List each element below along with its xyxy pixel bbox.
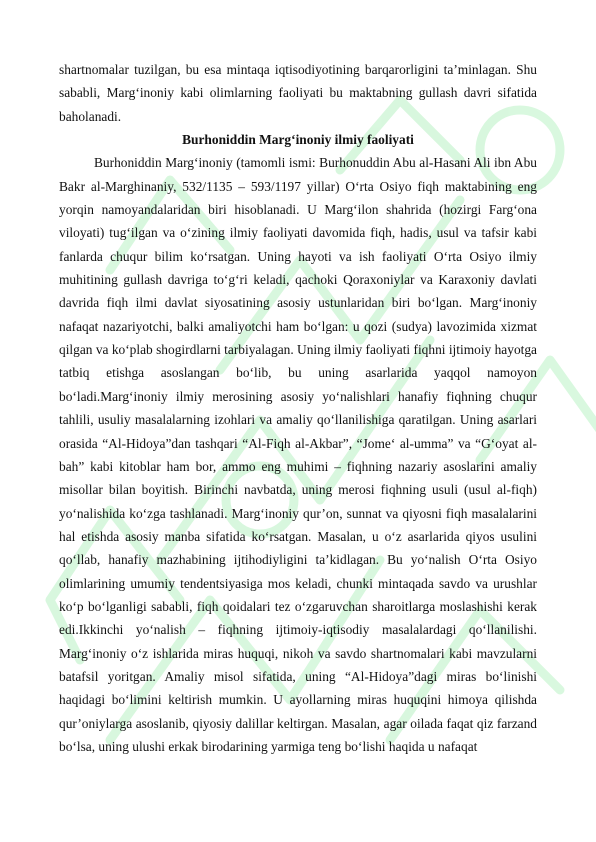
body-paragraph: Burhoniddin Marg‘inoniy (tamomli ismi: Burhonuddin Abu al-Hasani Ali ibn Abu Bakr al-Marghinaniy, 532/1135 – 593/1197 yillar) O‘rta Osiyo fiqh maktabining eng yorqin namoyandalaridan biri hisoblanadi. U Marg‘ilon shahrida (hozirgi Farg‘ona viloyati) tug‘ilgan va o‘zining ilmiy faoliyati davomida fiqh, hadis, usul va tafsir kabi fanlarda chuqur bilim ko‘rsatgan. Uning hayoti va ish faoliyati O‘rta Osiyo ilmiy muhitining gullash davriga to‘g‘ri keladi, qachoki Qoraxoniylar va Karaxoniy davlati davrida fiqh ilmi davlat siyosatining asosiy ustunlaridan biri bo‘lgan. Marg‘inoniy nafaqat nazariyotchi, balki amaliyotchi ham bo‘lgan: u qozi (sudya) lavozimida xizmat qilgan va ko‘plab shogirdlarni tarbiyalagan. Uning ilmiy faoliyati fiqhni ijtimoiy hayotga tatbiq etishga asoslangan bo‘lib, bu uning asarlarida yaqqol namoyon bo‘ladi.Marg‘inoniy ilmiy merosining asosiy yo‘nalishlari hanafiy fiqhning chuqur tahlili, usuliy masalalarning izohlari va amaliy qo‘llanilishiga qaratilgan. Uning asarlari orasida “Al-Hidoya”dan tashqari “Al-Fiqh al-Akbar”, “Jome‘ al-umma” va “G‘oyat al-bah” kabi kitoblar ham bor, ammo eng muhimi – fiqhning nazariy asoslarini amaliy misollar bilan boyitish. Birinchi navbatda, uning merosi fiqhning usuli (usul al-fiqh) yo‘nalishida ko‘zga tashlanadi. Marg‘inoniy qur’on, sunnat va qiyosni fiqh masalalarini hal etishda asosiy manba sifatida ko‘rsatgan. Masalan, u o‘z asarlarida qiyos usulini qo‘llab, hanafiy mazhabining ijtihodiyligini ta’kidlagan. Bu yo‘nalish O‘rta Osiyo olimlarining umumiy tendentsiyasiga mos keladi, chunki mintaqada savdo va urushlar ko‘p bo‘lganligi sababli, fiqh qoidalari tez o‘zgaruvchan sharoitlarga moslashishi kerak edi.Ikkinchi yo‘nalish – fiqhning ijtimoiy-iqtisodiy masalalardagi qo‘llanilishi. Marg‘inoniy o‘z ishlarida miras huquqi, nikoh va savdo shartnomalari kabi mavzularni batafsil yoritgan. Amaliy misol sifatida, uning “Al-Hidoya”dagi miras bo‘linishi haqidagi bo‘limini keltirish mumkin. U ayollarning miras huquqini himoya qilishda qur’oniylarga asoslanib, qiyosiy dalillar keltirgan. Masalan, agar oilada faqat qiz farzand bo‘lsa, uning ulushi erkak birodarining yarmiga teng bo‘lishi haqida u nafaqat	[59, 155, 537, 754]
document-body	[59, 58, 537, 758]
section-heading: Burhoniddin Marg‘inoniy ilmiy faoliyati	[182, 132, 414, 148]
intro-paragraph: shartnomalar tuzilgan, bu esa mintaqa iqtisodiyotining barqarorligini ta’minlagan. Shu sababli, Marg‘inoniy kabi olimlarning faoliyati bu maktabning gullash davri sifatida baholanadi.	[59, 62, 537, 124]
